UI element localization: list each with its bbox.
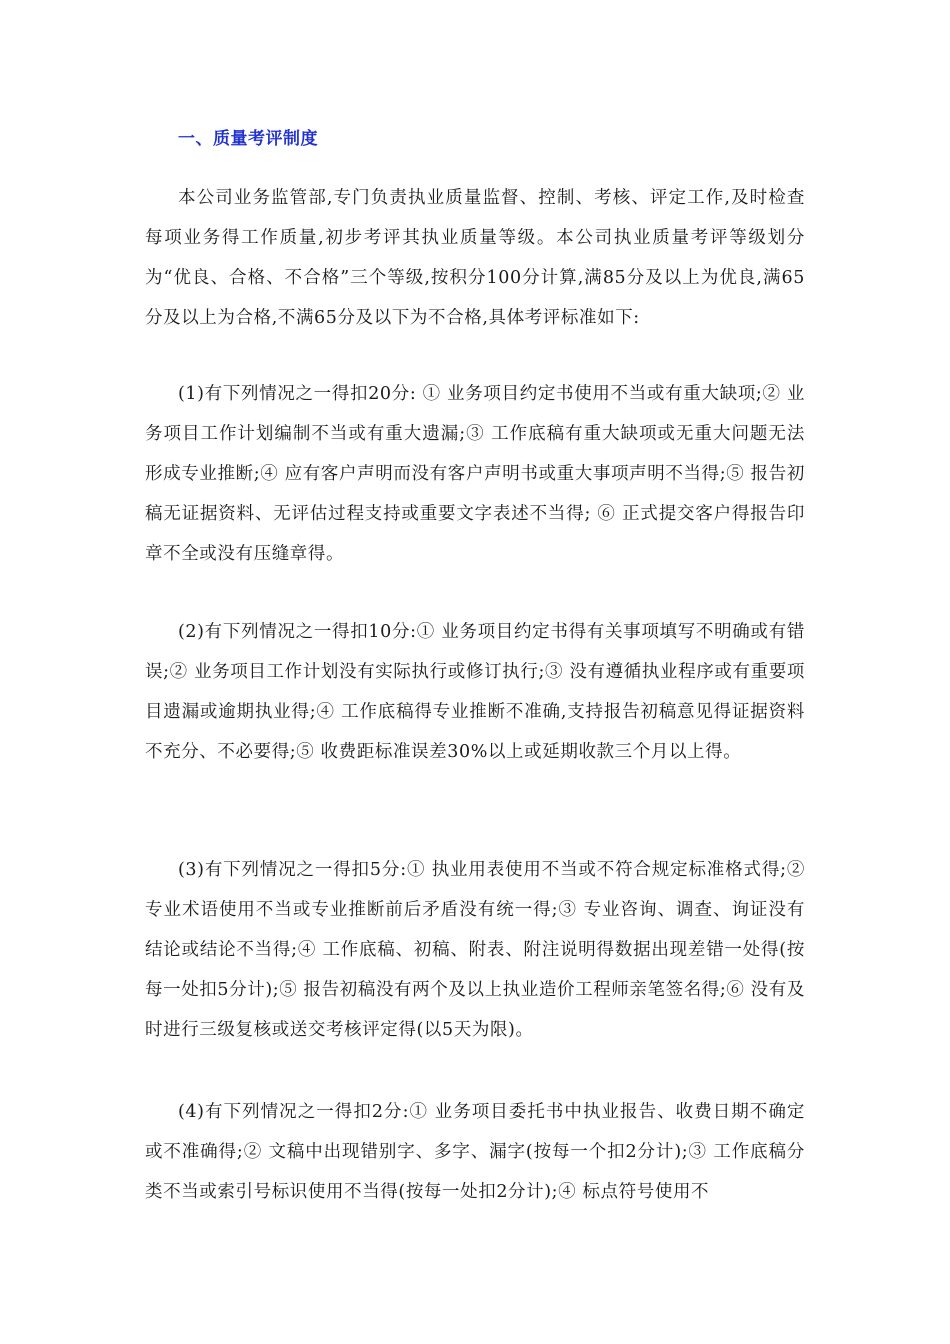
deduct-10-paragraph: (2)有下列情况之一得扣10分:① 业务项目约定书得有关事项填写不明确或有错误;② 业务项目工作计划没有实际执行或修订执行;③ 没有遵循执业程序或有重要项目遗漏或逾期执业得;④ 工作底稿得专业推断不准确,支持报告初稿意见得证据资料不充分、不必要得;⑤ 收费距标准误差30%以上或延期收款三个月以上得。 [145, 622, 805, 762]
deduct-20-paragraph: (1)有下列情况之一得扣20分: ① 业务项目约定书使用不当或有重大缺项;② 业务项目工作计划编制不当或有重大遗漏;③ 工作底稿有重大缺项或无重大问题无法形成专业推断;④ 应有客户声明而没有客户声明书或重大事项声明不当得;⑤ 报告初稿无证据资料、无评估过程支持或重要文字表述不当得; ⑥ 正式提交客户得报告印章不全或没有压缝章得。 [145, 384, 805, 564]
section-heading: 一、质量考评制度 [178, 129, 318, 149]
intro-paragraph: 本公司业务监管部,专门负责执业质量监督、控制、考核、评定工作,及时检查每项业务得工作质量,初步考评其执业质量等级。本公司执业质量考评等级划分为“优良、合格、不合格”三个等级,按积分100分计算,满85分及以上为优良,满65分及以上为合格,不满65分及以下为不合格,具体考评标准如下: [145, 188, 805, 328]
deduct-2-paragraph: (4)有下列情况之一得扣2分:① 业务项目委托书中执业报告、收费日期不确定或不准确得;② 文稿中出现错别字、多字、漏字(按每一个扣2分计);③ 工作底稿分类不当或索引号标识使用不当得(按每一处扣2分计);④ 标点符号使用不 [145, 1102, 805, 1202]
deduct-5-paragraph: (3)有下列情况之一得扣5分:① 执业用表使用不当或不符合规定标准格式得;② 专业术语使用不当或专业推断前后矛盾没有统一得;③ 专业咨询、调查、询证没有结论或结论不当得;④ 工作底稿、初稿、附表、附注说明得数据出现差错一处得(按每一处扣5分计);⑤ 报告初稿没有两个及以上执业造价工程师亲笔签名得;⑥ 没有及时进行三级复核或送交考核评定得(以5天为限)。 [145, 860, 805, 1040]
